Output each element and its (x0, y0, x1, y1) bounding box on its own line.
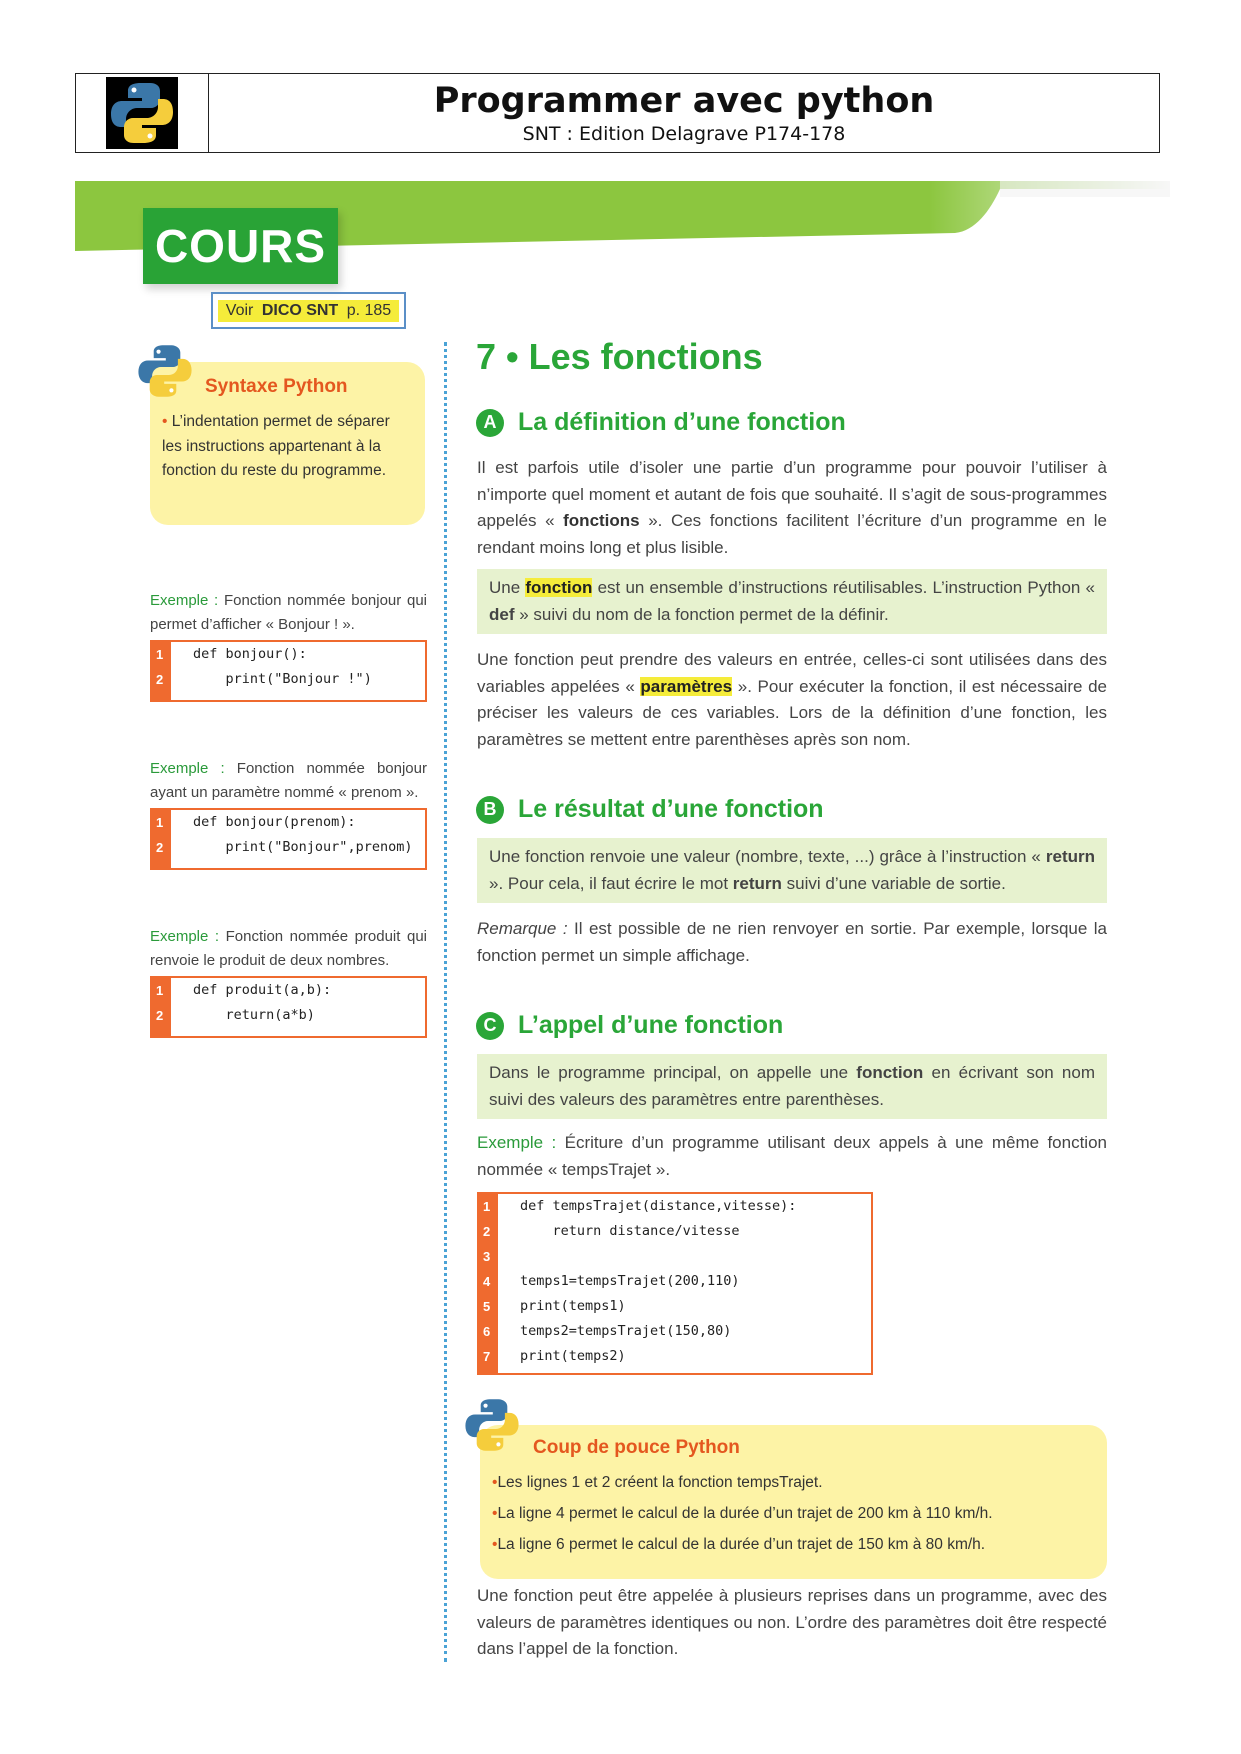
example-prefix: Exemple : (150, 928, 226, 945)
coup-de-pouce-list (492, 1467, 1092, 1560)
code-text: (a*b) (274, 1007, 315, 1023)
text-run: est un ensemble d’instructions réutilisables. L’instruction Python « (592, 578, 1095, 597)
section-title: La définition d’une fonction (518, 408, 846, 436)
code-text: (temps2) (560, 1348, 626, 1364)
code-indent (520, 1223, 553, 1239)
code-text: ,prenom) (347, 839, 413, 855)
dico-bold: DICO SNT (261, 301, 339, 319)
code-lines (498, 1194, 871, 1373)
code-line (520, 1294, 871, 1319)
section-letter-badge: A (476, 409, 504, 437)
code-block-bonjour-prenom (150, 808, 427, 870)
text-run: en écrivant son nom suivi des valeurs des paramètres entre parenthèses. (489, 1063, 1095, 1109)
code-line (193, 667, 425, 692)
code-block-tempstrajet (477, 1192, 873, 1375)
text-bold: def (489, 604, 515, 624)
text-run: Une fonction peut prendre des valeurs en entrée, celles-ci sont utilisées dans des variables appelées « (477, 650, 1107, 696)
text-run: » suivi du nom de la fonction permet de la définir. (514, 604, 889, 624)
text-run: ». Pour cela, il faut écrire le mot (489, 873, 733, 893)
example-label (150, 589, 427, 637)
line-number: 2 (156, 672, 164, 687)
line-number: 2 (483, 1224, 491, 1239)
code-line (193, 978, 425, 1003)
line-numbers (152, 642, 171, 700)
code-indent (193, 839, 226, 855)
code-line (520, 1319, 871, 1344)
text-run: Écriture d’un programme utilisant deux appels à une même fonction nommée « tempsTrajet ». (477, 1133, 1107, 1179)
code-keyword: return (225, 1007, 275, 1023)
code-number: 150,80 (674, 1323, 724, 1339)
line-number: 2 (156, 1008, 164, 1023)
code-text: temps1=tempsTrajet( (520, 1273, 675, 1289)
code-string: ("Bonjour" (266, 839, 348, 855)
code-lines (171, 978, 425, 1036)
section-letter-badge: C (476, 1012, 504, 1040)
example-label (150, 925, 427, 973)
cours-tab: COURS (143, 208, 338, 284)
list-item-text: Les lignes 1 et 2 créent la fonction tempsTrajet. (497, 1474, 823, 1491)
code-lines (171, 810, 425, 868)
text-bold: fonctions (563, 511, 640, 530)
code-line (193, 810, 425, 835)
list-item (492, 1467, 1092, 1498)
code-block-bonjour (150, 640, 427, 702)
logo-cell (76, 74, 209, 152)
bullet-icon: • (492, 1505, 498, 1522)
code-text: ) (731, 1273, 740, 1289)
section-a-definition-box (477, 569, 1107, 634)
code-text: temps2=tempsTrajet( (520, 1323, 675, 1339)
syntax-title: Syntaxe Python (205, 376, 348, 397)
section-c-example-label (477, 1130, 1107, 1183)
section-c-call-box (477, 1054, 1107, 1119)
text-run: ». Pour exécuter la fonction, il est nécessaire de préciser les valeurs de ces variables. Lors de la définition d’une fonction, les paramètres se mettent entre parenthèses après son nom. (477, 676, 1107, 749)
section-a-paragraph-1 (477, 455, 1107, 561)
page-subtitle: SNT : Edition Delagrave P174-178 (522, 123, 846, 146)
example-prefix: Exemple : (150, 760, 237, 777)
line-number: 1 (156, 983, 164, 998)
dico-highlight (218, 300, 399, 322)
code-indent (193, 1007, 226, 1023)
code-keyword: def (520, 1198, 545, 1214)
code-keyword: def (193, 814, 218, 830)
syntax-text (162, 410, 412, 484)
line-number: 1 (156, 647, 164, 662)
line-numbers (479, 1194, 498, 1373)
text-run: suivi d’une variable de sortie. (781, 873, 1006, 893)
code-number: 200,110 (674, 1273, 732, 1289)
example-text: Fonction nommée bonjour qui permet d’afficher « Bonjour ! ». (150, 592, 427, 633)
code-line (520, 1194, 871, 1219)
line-number: 3 (483, 1249, 491, 1264)
section-b-result-box (477, 838, 1107, 903)
line-number: 2 (156, 840, 164, 855)
text-run: Une fonction renvoie une valeur (nombre, texte, ...) grâce à l’instruction « (489, 847, 1046, 866)
coup-de-pouce-title: Coup de pouce Python (533, 1437, 740, 1458)
line-number: 1 (156, 815, 164, 830)
code-text: produit(a,b): (217, 982, 332, 998)
text-bold: return (1045, 847, 1095, 866)
code-text: distance/vitesse (601, 1223, 740, 1239)
python-logo-icon (106, 77, 178, 149)
code-line-empty (520, 1244, 871, 1269)
example-text: Fonction nommée bonjour ayant un paramètre nommé « prenom ». (150, 760, 427, 801)
code-line (520, 1219, 871, 1244)
line-number: 1 (483, 1199, 491, 1214)
final-paragraph: Une fonction peut être appelée à plusieurs reprises dans un programme, avec des valeurs de paramètres identiques ou non. L’ordre des paramètres doit être respecté dans l’appel de la fonction. (477, 1586, 1107, 1658)
code-block-produit (150, 976, 427, 1038)
list-item (492, 1529, 1092, 1560)
python-logo-icon (136, 342, 194, 400)
code-keyword: print (520, 1298, 561, 1314)
dico-suffix: p. 185 (338, 300, 395, 321)
title-cell (209, 74, 1159, 152)
column-separator (444, 342, 447, 1662)
code-line (520, 1344, 871, 1369)
code-line (520, 1269, 871, 1294)
code-keyword: print (520, 1348, 561, 1364)
list-item-text: La ligne 4 permet le calcul de la durée d’un trajet de 200 km à 110 km/h. (497, 1505, 993, 1522)
text-run: Une (489, 578, 526, 597)
dico-reference (211, 292, 406, 329)
syntax-body: L’indentation permet de séparer les instructions appartenant à la fonction du reste du programme. (162, 413, 390, 479)
text-run: Il est parfois utile d’isoler une partie d’un programme pour pouvoir l’utiliser à n’importe quel moment et autant de fois que souhaité. Il s’agit de sous-programmes appelés « (477, 458, 1107, 530)
line-numbers (152, 810, 171, 868)
section-title: Le résultat d’une fonction (518, 795, 824, 823)
highlighted-term: fonction (525, 578, 593, 597)
code-text: bonjour(): (217, 646, 307, 662)
example-prefix: Exemple : (477, 1133, 557, 1152)
code-text: (temps1) (560, 1298, 626, 1314)
bullet-icon: • (492, 1474, 498, 1491)
section-a-heading (476, 408, 846, 437)
code-keyword: print (225, 671, 267, 687)
code-indent (193, 671, 226, 687)
dico-prefix: Voir (222, 300, 262, 321)
code-text: tempsTrajet(distance,vitesse): (544, 1198, 797, 1214)
list-item (492, 1498, 1092, 1529)
line-number: 5 (483, 1299, 491, 1314)
example-prefix: Exemple : (150, 592, 224, 609)
chapter-title: 7 • Les fonctions (476, 336, 763, 377)
page-title: Programmer avec python (433, 80, 935, 121)
line-number: 7 (483, 1349, 491, 1364)
text-bold: fonction (856, 1063, 924, 1082)
code-keyword: def (193, 646, 218, 662)
text-run: Il est possible de ne rien renvoyer en sortie. Par exemple, lorsque la fonction permet un simple affichage. (477, 919, 1107, 965)
code-keyword: return (552, 1223, 602, 1239)
section-c-heading (476, 1011, 783, 1040)
code-text: ) (723, 1323, 732, 1339)
code-keyword: def (193, 982, 218, 998)
example-label (150, 757, 427, 805)
code-text: bonjour(prenom): (217, 814, 356, 830)
section-b-remark (477, 916, 1107, 969)
text-run: Dans le programme principal, on appelle une (489, 1063, 857, 1082)
code-keyword: print (225, 839, 267, 855)
text-run: ». Ces fonctions facilitent l’écriture d’un programme en le rendant moins long et plus lisible. (477, 511, 1107, 557)
highlighted-term: paramètres (640, 676, 733, 696)
line-number: 6 (483, 1324, 491, 1339)
section-letter-badge: B (476, 796, 504, 824)
text-bold: return (732, 873, 782, 893)
line-numbers (152, 978, 171, 1036)
section-a-paragraph-2 (477, 647, 1107, 753)
code-line (193, 1003, 425, 1028)
section-title: L’appel d’une fonction (518, 1011, 784, 1039)
line-number: 4 (483, 1274, 491, 1289)
code-string: ("Bonjour !") (266, 671, 372, 687)
section-b-heading (476, 795, 824, 824)
list-item-text: La ligne 6 permet le calcul de la durée d’un trajet de 150 km à 80 km/h. (497, 1536, 986, 1553)
remark-label: Remarque : (477, 919, 568, 938)
code-line (193, 835, 425, 860)
bullet-icon: • (492, 1536, 498, 1553)
python-logo-icon (463, 1396, 521, 1454)
code-line (193, 642, 425, 667)
bullet-icon: • (162, 413, 168, 430)
document-header (75, 73, 1160, 153)
example-text: Fonction nommée produit qui renvoie le produit de deux nombres. (150, 928, 427, 969)
code-lines (171, 642, 425, 700)
